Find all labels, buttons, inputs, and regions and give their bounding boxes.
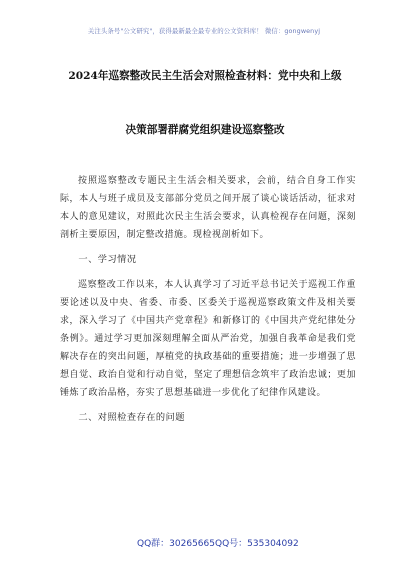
section1-paragraph: 巡察整改工作以来，本人认真学习了习近平总书记关于巡视工作重要论述以及中央、省委、市委、区委关于巡视巡察政策文件及相关要求，深入学习了《中国共产党章程》和新修订的《中国共产党纪律处分条例》。通过学习更加深刻理解全面从严治党，加强自我革命是我们党解决存在的突出问题，厚植党的执政基础的重要措施；进一步增强了思想自觉、政治自觉和行动自觉，坚定了理想信念筑牢了政治忠诚；更加锤炼了政治品格，夯实了思想基础进一步优化了纪律作风建设。: [60, 280, 356, 398]
footer-qq-group: QQ群：30265665: [137, 539, 215, 549]
document-title-line2: 决策部署群腐党组织建设巡察整改: [125, 124, 285, 136]
document-body: [60, 172, 356, 434]
intro-paragraph: 按照巡察整改专题民主生活会相关要求，会前，结合自身工作实际，本人与班子成员及支部部分党员之间开展了谈心谈话活动，征求对本人的意见建议，对照此次民主生活会要求，认真检视存在问题，深刻剖析主要原因，制定整改措施。现检视剖析如下。: [60, 176, 356, 240]
footer-qq-number: QQ号：535304092: [215, 539, 299, 549]
document-title-line1: 2024年巡察整改民主生活会对照检查材料：党中央和上级: [68, 70, 342, 82]
section1-heading: 一、学习情况: [78, 254, 137, 265]
header-notice: 关注头条号"公文研究"，获得最新最全最专业的公文资料库！ 微信：gongwenyj: [87, 27, 321, 35]
section2-heading: 二、对照检查存在的问题: [78, 412, 185, 423]
